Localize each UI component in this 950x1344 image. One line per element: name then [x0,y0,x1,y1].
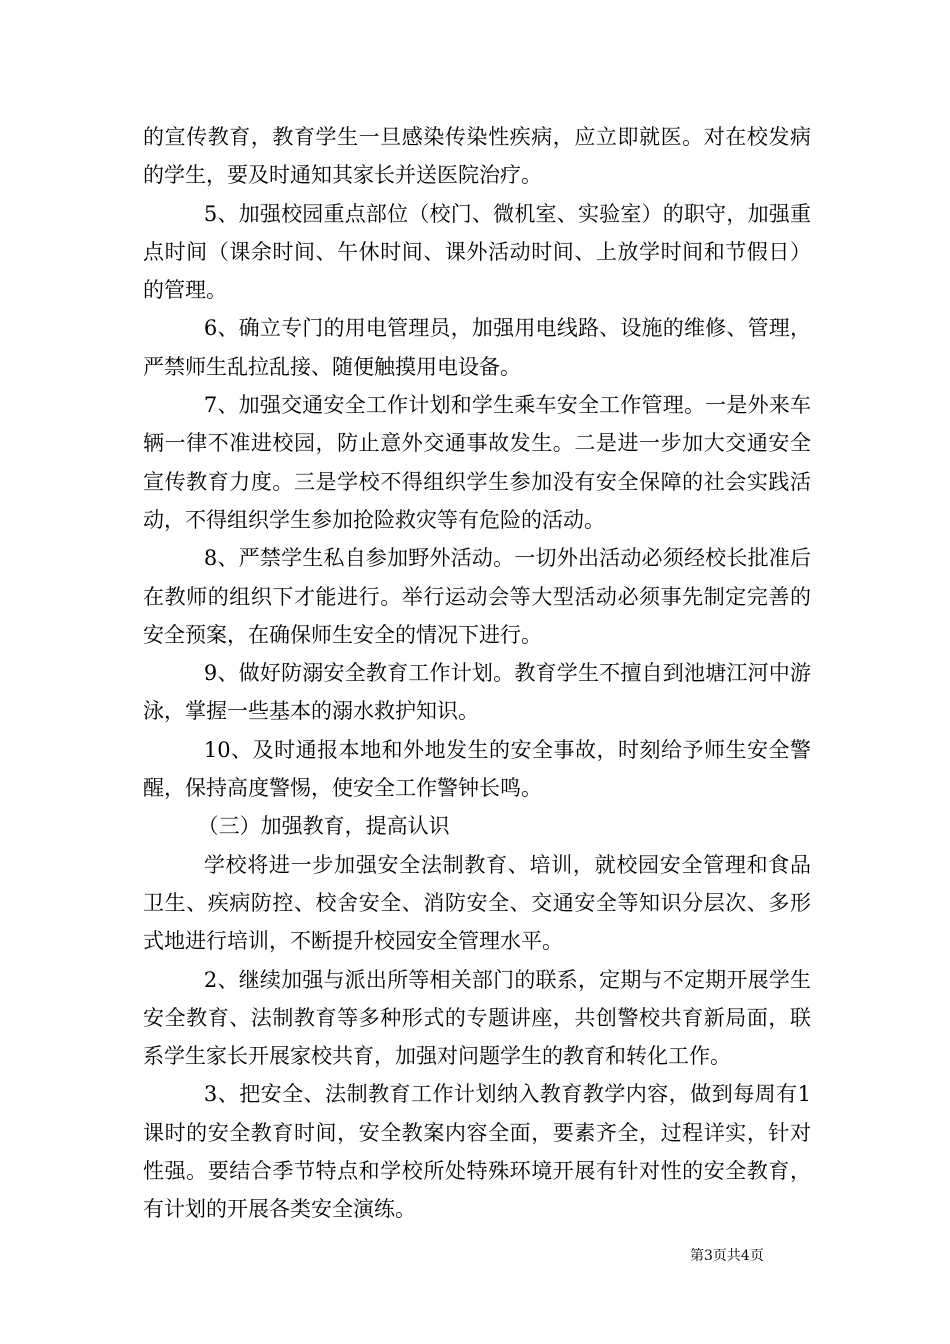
paragraph-item-7: 7、加强交通安全工作计划和学生乘车安全工作管理。一是外来车辆一律不准进校园，防止意外交通事故发生。二是进一步加大交通安全宣传教育力度。三是学校不得组织学生参加没有安全保障的社会实践活动，不得组织学生参加抢险救灾等有危险的活动。 [143,393,811,532]
paragraph-item-6: 6、确立专门的用电管理员，加强用电线路、设施的维修、管理，严禁师生乱拉乱接、随便触摸用电设备。 [143,316,811,379]
paragraph-item-8: 8、严禁学生私自参加野外活动。一切外出活动必须经校长批准后在教师的组织下才能进行。举行运动会等大型活动必须事先制定完善的安全预案，在确保师生安全的情况下进行。 [143,546,811,647]
paragraph-item-2: 2、继续加强与派出所等相关部门的联系，定期与不定期开展学生安全教育、法制教育等多种形式的专题讲座，共创警校共育新局面，联系学生家长开展家校共育，加强对问题学生的教育和转化工作。 [143,967,811,1069]
section-heading: （三）加强教育，提高认识 [197,814,450,839]
paragraph-item-10: 10、及时通报本地和外地发生的安全事故，时刻给予师生安全警醒，保持高度警惕，使安全工作警钟长鸣。 [143,737,811,801]
paragraph-item-9: 9、做好防溺安全教育工作计划。教育学生不擅自到池塘江河中游泳，掌握一些基本的溺水救护知识。 [143,661,811,724]
paragraph-section-intro: 学校将进一步加强安全法制教育、培训，就校园安全管理和食品卫生、疾病防控、校舍安全、消防安全、交通安全等知识分层次、多形式地进行培训，不断提升校园安全管理水平。 [143,852,811,954]
paragraph-item-5: 5、加强校园重点部位（校门、微机室、实验室）的职守，加强重点时间（课余时间、午休时间、课外活动时间、上放学时间和节假日）的管理。 [143,201,811,303]
paragraph-item-3: 3、把安全、法制教育工作计划纳入教育教学内容，做到每周有1课时的安全教育时间，安全教案内容全面，要素齐全，过程详实，针对性强。要结合季节特点和学校所处特殊环境开展有针对性的安全教育，有计划的开展各类安全演练。 [143,1082,811,1222]
document-body [143,118,811,1229]
page-number-footer: 第3页共4页 [690,1248,764,1264]
paragraph-continuation: 的宣传教育，教育学生一旦感染传染性疾病，应立即就医。对在校发病的学生，要及时通知其家长并送医院治疗。 [143,125,811,188]
